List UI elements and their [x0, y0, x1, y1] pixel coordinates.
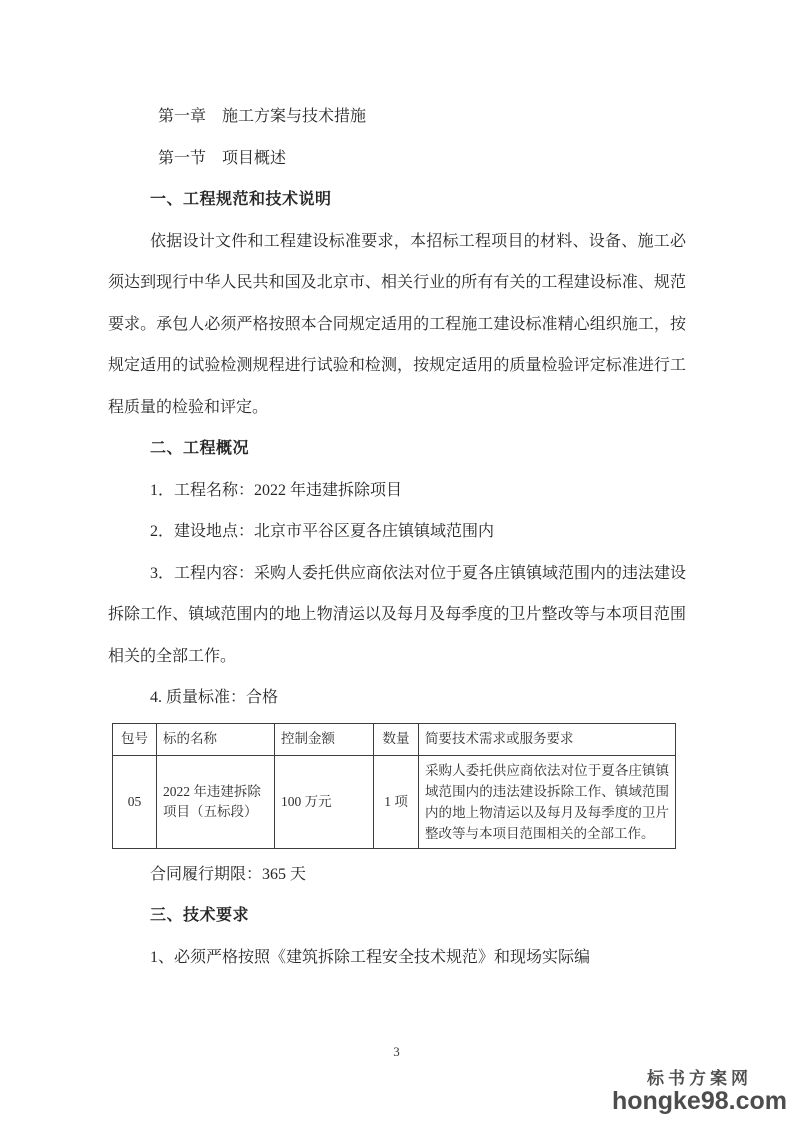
overview-item-location: 2．建设地点：北京市平谷区夏各庄镇镇域范围内 [150, 523, 495, 540]
contract-term-line: 合同履行期限：365 天 [150, 865, 307, 883]
header-requirements: 简要技术需求或服务要求 [419, 723, 676, 755]
document-content [108, 96, 686, 978]
page-number: 3 [393, 1044, 400, 1059]
overview-item-scope: 3．工程内容：采购人委托供应商依法对位于夏各庄镇镇域范围内的违法建设拆除工作、镇域范围内的地上物清运以及每月及每季度的卫片整改等与本项目范围相关的全部工作。 [108, 564, 687, 665]
overview-item-quality: 4. 质量标准：合格 [150, 689, 279, 706]
heading-overview: 二、工程概况 [150, 440, 250, 457]
watermark-site-name: 标书方案网 [646, 1069, 752, 1088]
cell-package-no: 05 [113, 755, 157, 848]
paragraph-spec-intro: 依据设计文件和工程建设标准要求，本招标工程项目的材料、设备、施工必须达到现行中华人民共和国及北京市、相关行业的所有有关的工程建设标准、规范要求。承包人必须严格按照本合同规定适用的工程施工建设标准精心组织施工，按规定适用的试验检测规程进行试验和检测，按规定适用的质量检验评定标准进行工程质量的检验和评定。 [108, 232, 686, 416]
header-package-no: 包号 [113, 723, 157, 755]
cell-control-amount: 100 万元 [275, 755, 374, 848]
section-heading: 第一节 项目概述 [158, 149, 287, 167]
header-quantity: 数量 [374, 723, 419, 755]
header-subject-name: 标的名称 [157, 723, 275, 755]
cell-quantity: 1 项 [374, 755, 419, 848]
heading-technical: 三、技术要求 [150, 907, 250, 924]
cell-requirements: 采购人委托供应商依法对位于夏各庄镇镇域范围内的违法建设拆除工作、镇域范围内的地上物清运以及每月及每季度的卫片整改等与本项目范围相关的全部工作。 [419, 755, 676, 848]
cell-subject-name: 2022 年违建拆除项目（五标段） [157, 755, 275, 848]
table-header-row [113, 723, 676, 755]
table-row [113, 755, 676, 848]
technical-item-1: 1、必须严格按照《建筑拆除工程安全技术规范》和现场实际编 [150, 948, 591, 966]
header-control-amount: 控制金额 [275, 723, 374, 755]
overview-item-name: 1．工程名称：2022 年违建拆除项目 [150, 481, 403, 499]
watermark-site-url: hongke98.com [611, 1087, 787, 1115]
bid-package-table [112, 723, 676, 849]
watermark [612, 1070, 787, 1114]
chapter-heading: 第一章 施工方案与技术措施 [158, 108, 367, 125]
heading-spec: 一、工程规范和技术说明 [150, 191, 332, 208]
